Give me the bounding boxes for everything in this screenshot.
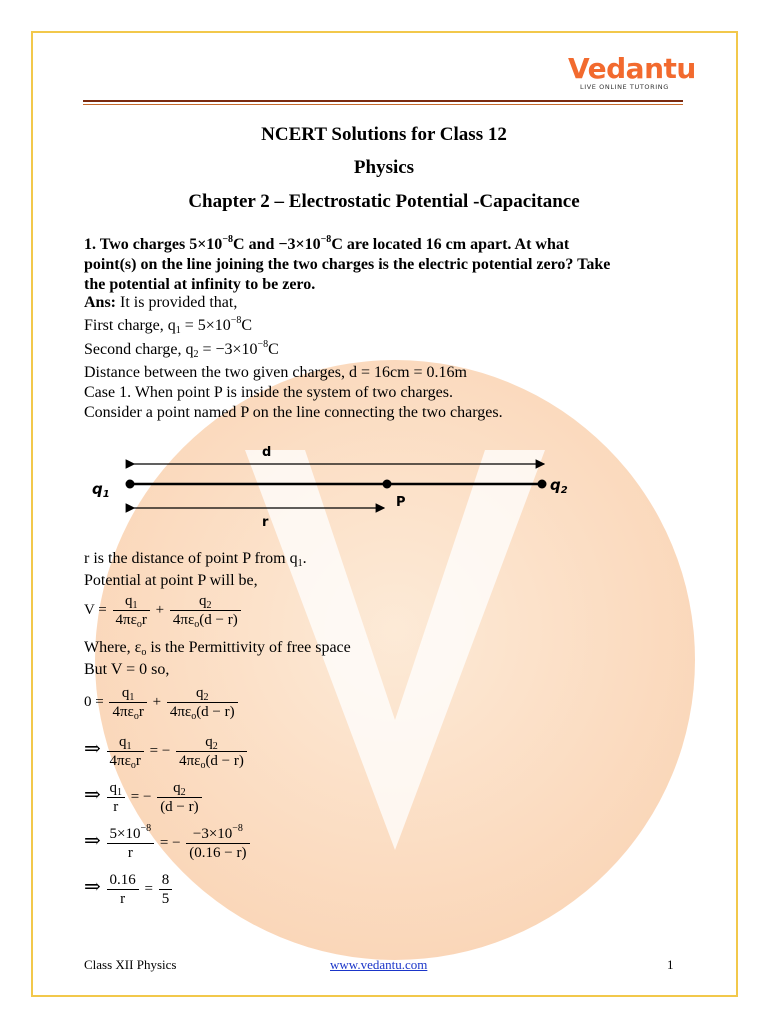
r-def-text: r is the distance of point P from xyxy=(84,550,290,567)
fraction: $\frac{q_1}{4\pi\varepsilon_or}$ xyxy=(107,733,144,770)
first-charge-label: First charge, xyxy=(84,317,168,334)
answer-intro xyxy=(84,294,237,312)
equation-step1 xyxy=(84,733,249,770)
header-rule xyxy=(83,100,683,102)
footer-left: Class XII Physics xyxy=(84,957,177,972)
logo-tagline: LIVE ONLINE TUTORING xyxy=(580,83,669,91)
consider-line: Consider a point named P on the line connecting the two charges. xyxy=(84,404,503,421)
q-charge2-unit: C xyxy=(331,236,343,253)
second-charge-sym: q xyxy=(185,341,194,358)
equals-minus: = − xyxy=(130,788,152,805)
equation-zero xyxy=(84,684,240,721)
but-line xyxy=(84,661,169,679)
plus-sign: + xyxy=(155,601,165,618)
equals-sign: = xyxy=(144,880,153,897)
fraction: $\frac{q_2}{4\pi\varepsilon_o(d - r)}$ xyxy=(167,684,238,721)
doc-chapter: Chapter 2 – Electrostatic Potential -Capacitance xyxy=(188,191,580,212)
q-charge1-unit: C xyxy=(233,236,245,253)
q-prefix: 1. Two charges xyxy=(84,236,190,253)
vedantu-logo[interactable] xyxy=(568,52,696,94)
question-1 xyxy=(84,235,682,295)
second-charge-unit: C xyxy=(268,341,279,358)
eq-v-lhs: V = xyxy=(84,601,107,618)
ans-label: Ans: xyxy=(84,294,117,311)
implies-symbol: ⇒ xyxy=(84,875,101,898)
q-and: and xyxy=(244,236,279,253)
equation-v xyxy=(84,592,243,629)
fraction: $\frac{q_1}{r}$ xyxy=(107,779,126,816)
equals-minus: = − xyxy=(149,742,171,759)
first-charge-sub: 1 xyxy=(175,325,181,336)
label-q2: $q_2$ xyxy=(550,476,568,496)
equation-step3 xyxy=(84,825,252,862)
doc-title: NCERT Solutions for Class 12 xyxy=(261,124,507,145)
q-rest: are located 16 cm apart. At what xyxy=(342,236,570,253)
r-def-end: . xyxy=(302,550,307,567)
second-charge-line xyxy=(84,341,279,359)
fraction: $\frac{0.16}{r}$ xyxy=(107,871,139,908)
plus-sign: + xyxy=(152,693,162,710)
second-charge-label: Second charge, xyxy=(84,341,186,358)
ans-text: It is provided that, xyxy=(116,294,238,311)
case1-line: Case 1. When point P is inside the system of two charges. xyxy=(84,384,453,401)
label-p: P xyxy=(396,495,406,510)
label-d: d xyxy=(262,445,272,460)
q1-point xyxy=(126,480,135,489)
fraction: $\frac{q_2}{4\pi\varepsilon_o(d - r)}$ xyxy=(170,592,241,629)
doc-subject: Physics xyxy=(353,157,415,178)
distance-value: d = 16cm = 0.16m xyxy=(348,364,467,381)
first-charge-exp: −8 xyxy=(230,315,242,326)
second-charge-sub: 2 xyxy=(193,349,199,360)
first-charge-sym: q xyxy=(167,317,176,334)
page-number: 1 xyxy=(667,957,674,972)
logo-wordmark: Vedantu xyxy=(568,52,696,85)
q2-point xyxy=(538,480,547,489)
second-charge-exp: −8 xyxy=(257,339,269,350)
epsilon-sub: o xyxy=(141,647,147,658)
where-line xyxy=(84,639,351,657)
first-charge-value: = 5×10 xyxy=(180,317,231,334)
fraction: $\frac{q_2}{4\pi\varepsilon_o(d - r)}$ xyxy=(176,733,247,770)
where-rest: is the Permittivity of free space xyxy=(146,639,351,656)
fraction: $\frac{-3\times 10^{-8}}{(0.16 - r)}$ xyxy=(186,825,249,862)
distance-line xyxy=(84,364,467,382)
equals-minus: = − xyxy=(159,834,181,851)
p-point xyxy=(383,480,392,489)
q-charge2-exp: −8 xyxy=(320,234,332,245)
header-rule-thin xyxy=(83,104,683,105)
q-charge2: −3×10 xyxy=(278,236,321,253)
r-def-sub: 1 xyxy=(297,558,303,569)
implies-symbol: ⇒ xyxy=(84,829,101,852)
fraction: $\frac{q_1}{4\pi\varepsilon_or}$ xyxy=(109,684,146,721)
q-charge1: 5×10 xyxy=(189,236,223,253)
label-r: r xyxy=(262,515,269,530)
distance-text: Distance between the two given charges, xyxy=(84,364,349,381)
label-q1: $q_1$ xyxy=(92,480,110,500)
q-charge1-exp: −8 xyxy=(222,234,234,245)
fraction: $\frac{5\times 10^{-8}}{r}$ xyxy=(107,825,155,862)
charge-diagram xyxy=(84,440,604,540)
but-rest: so, xyxy=(147,661,170,678)
q-line3: the potential at infinity to be zero. xyxy=(84,276,316,293)
r-definition xyxy=(84,550,307,568)
second-charge-value: = −3×10 xyxy=(198,341,258,358)
implies-symbol: ⇒ xyxy=(84,783,101,806)
epsilon: ε xyxy=(134,639,142,656)
r-def-sym: q xyxy=(289,550,298,567)
first-charge-unit: C xyxy=(241,317,253,334)
implies-symbol: ⇒ xyxy=(84,737,101,760)
first-charge-line xyxy=(84,317,252,335)
eq-zero-lhs: 0 = xyxy=(84,693,104,710)
but-eq: V = 0 xyxy=(110,661,148,678)
fraction: $\frac{q_2}{(d - r)}$ xyxy=(157,779,201,816)
but-text: But xyxy=(84,661,111,678)
where-text: Where, xyxy=(84,639,135,656)
fraction: $\frac{q_1}{4\pi\varepsilon_or}$ xyxy=(113,592,150,629)
fraction: $\frac{8}{5}$ xyxy=(159,871,173,908)
potential-line: Potential at point P will be, xyxy=(84,572,258,589)
footer-link[interactable]: www.vedantu.com xyxy=(330,957,428,972)
q-line2: point(s) on the line joining the two charges is the electric potential zero? Take xyxy=(84,256,611,273)
equation-step2 xyxy=(84,779,204,816)
equation-step4 xyxy=(84,871,174,908)
